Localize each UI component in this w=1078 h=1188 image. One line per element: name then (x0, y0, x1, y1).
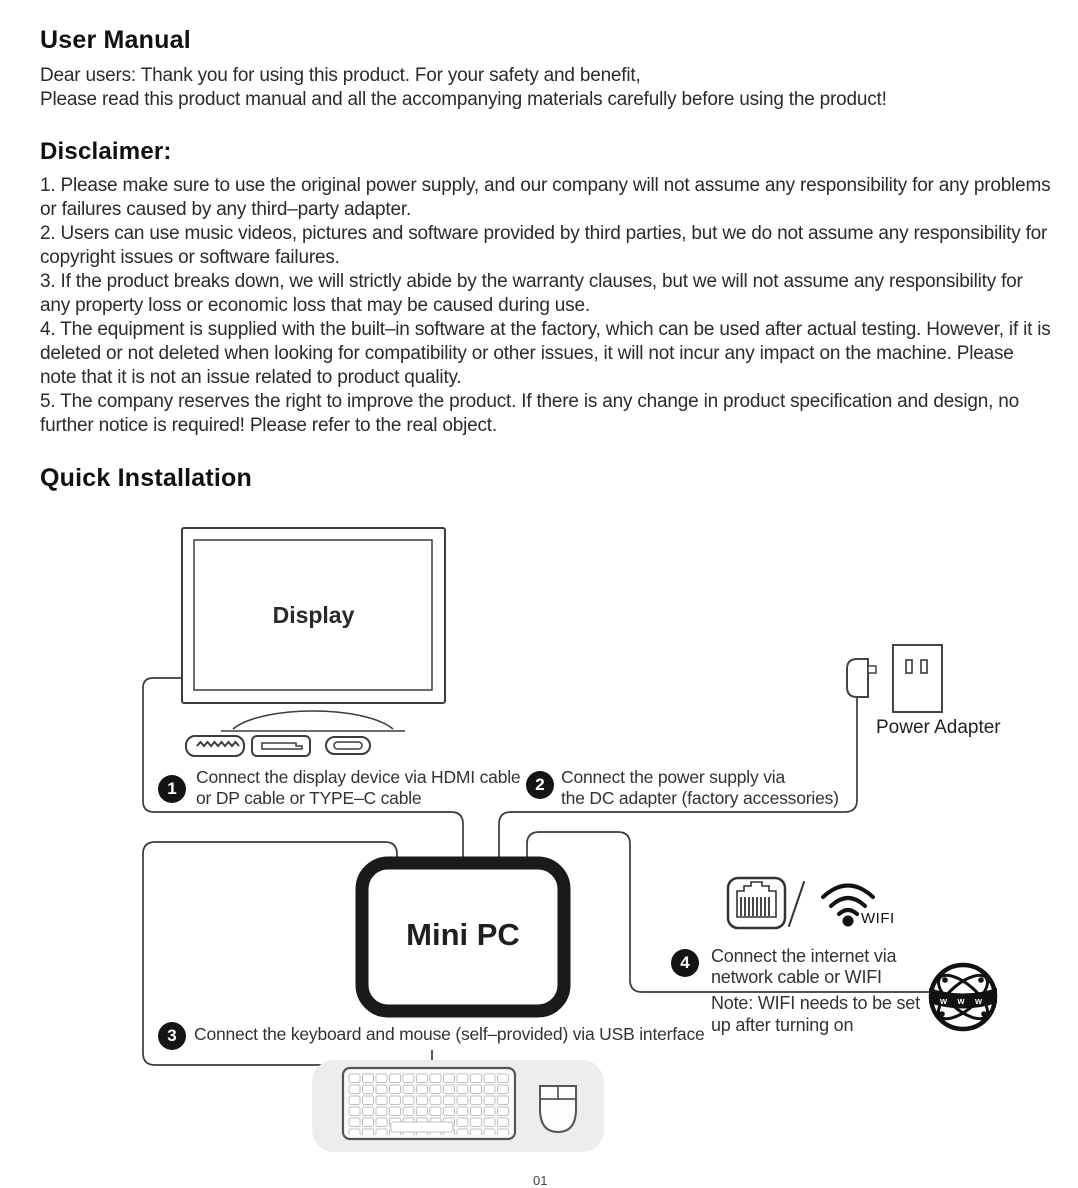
installation-diagram (0, 520, 1078, 1188)
intro-line-2: Please read this product manual and all the accompanying materials carefully before using the product! (40, 89, 887, 110)
power-outlet-icon (893, 645, 942, 712)
slash-divider (789, 882, 804, 926)
step-2-text: Connect the power supply via the DC adapter (factory accessories) (561, 767, 839, 808)
monitor-icon (182, 528, 445, 731)
wifi-label: WIFI (861, 910, 895, 927)
page-number: 01 (533, 1173, 548, 1188)
disclaimer-item-1: 1. Please make sure to use the original power supply, and our company will not assume any responsibility for any problems or failures caused by any third–party adapter. (40, 175, 1051, 220)
display-label: Display (272, 602, 355, 628)
step-1-text: Connect the display device via HDMI cable or DP cable or TYPE–C cable (196, 767, 521, 808)
step-3-badge: 3 (158, 1022, 186, 1050)
keyboard-icon (343, 1068, 515, 1139)
video-ports (186, 736, 370, 756)
diagram-artwork (0, 520, 1078, 1180)
step-2-badge: 2 (526, 771, 554, 799)
plug-prong (868, 666, 876, 673)
keyboard-mouse-group (312, 1060, 604, 1152)
intro-paragraph (40, 64, 1052, 112)
www-globe-icon (929, 965, 997, 1029)
disclaimer-item-2: 2. Users can use music videos, pictures and software provided by third parties, but we do not assume any responsibility for copyright issues or software failures. (40, 223, 1048, 268)
step-3-text: Connect the keyboard and mouse (self–provided) via USB interface (194, 1024, 705, 1044)
disclaimer-item-5: 5. The company reserves the right to improve the product. If there is any change in product specification and design, no further notice is required! Please refer to the real object. (40, 391, 1020, 436)
power-plug-and-outlet-icon (847, 645, 942, 712)
intro-line-1: Dear users: Thank you for using this product. For your safety and benefit, (40, 65, 641, 86)
mouse-icon (540, 1086, 576, 1132)
minipc-label: Mini PC (406, 917, 520, 952)
dp-port-icon (252, 736, 310, 756)
typec-port-icon (326, 737, 370, 754)
disclaimer-item-4: 4. The equipment is supplied with the built–in software at the factory, which can be used after actual testing. However, if it is deleted or not deleted when looking for compatibility or other issues, it will not incur any impact on the machine. Please note that it is not an issue related to product quality. (40, 319, 1051, 388)
power-adapter-label: Power Adapter (876, 717, 1001, 738)
power-plug-icon (847, 659, 868, 697)
wifi-note: Note: WIFI needs to be set up after turning on (711, 993, 920, 1035)
step-1-badge: 1 (158, 775, 186, 803)
disclaimer-heading: Disclaimer: (40, 138, 172, 165)
step-4-text: Connect the internet via network cable or WIFI (711, 946, 897, 987)
disclaimer-item-3: 3. If the product breaks down, we will strictly abide by the warranty clauses, but we will not assume any responsibility for any property loss or economic loss that may be caused during use. (40, 271, 1023, 316)
step-4-badge: 4 (671, 949, 699, 977)
monitor-stand (233, 711, 393, 729)
quick-installation-heading: Quick Installation (40, 464, 252, 492)
www-label: w w w (939, 996, 987, 1006)
ethernet-port-icon (728, 878, 785, 928)
hdmi-port-icon (186, 736, 244, 756)
disclaimer-list (40, 174, 1054, 438)
page-title: User Manual (40, 26, 191, 54)
